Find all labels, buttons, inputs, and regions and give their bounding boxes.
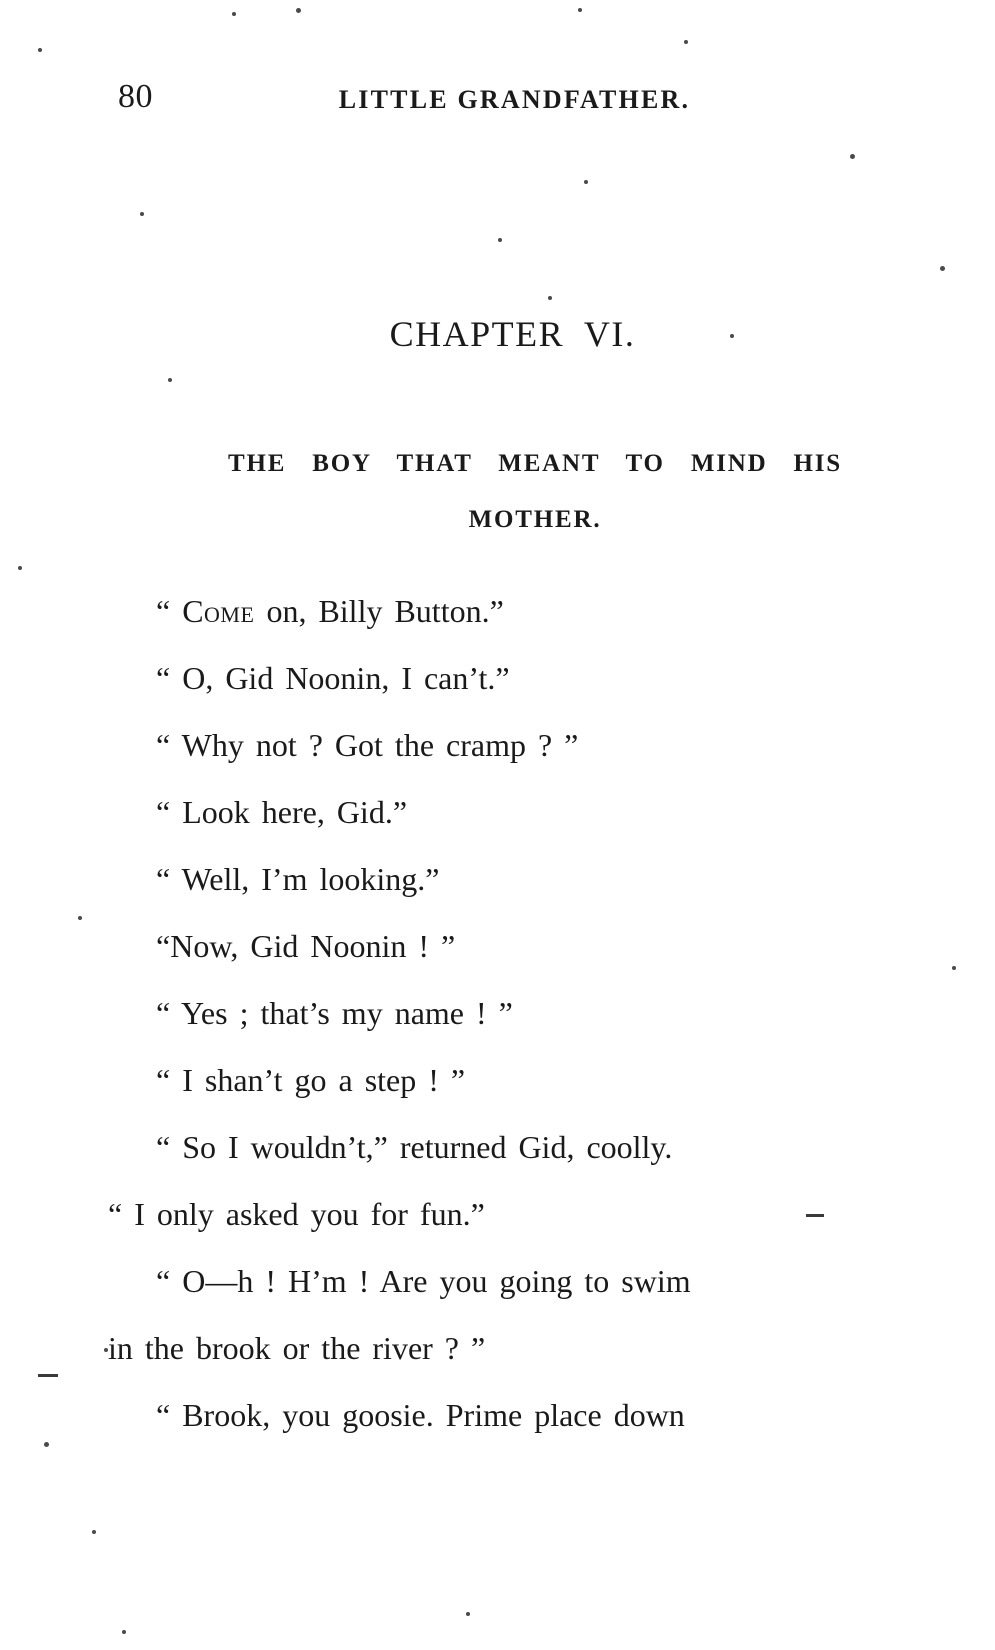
scan-dash bbox=[806, 1214, 824, 1217]
small-caps-word: Come bbox=[182, 593, 255, 629]
scan-speck bbox=[548, 296, 552, 300]
scan-speck bbox=[850, 154, 855, 159]
chapter-subtitle-line-2: MOTHER. bbox=[468, 506, 602, 533]
scan-dash bbox=[38, 1374, 58, 1377]
paragraph: in the brook or the river ? ” bbox=[108, 1330, 486, 1366]
scan-speck bbox=[584, 180, 588, 184]
scan-speck bbox=[92, 1530, 96, 1534]
scan-speck bbox=[104, 1348, 108, 1352]
scan-speck bbox=[38, 48, 42, 52]
scan-speck bbox=[730, 334, 734, 338]
paragraph: “ So I wouldn’t,” returned Gid, coolly. bbox=[156, 1129, 673, 1165]
scan-speck bbox=[122, 1630, 126, 1634]
paragraph-rest: on, Billy Button.” bbox=[254, 593, 504, 629]
paragraph: “ Yes ; that’s my name ! ” bbox=[156, 995, 513, 1031]
scan-speck bbox=[232, 12, 236, 16]
paragraph: “ O, Gid Noonin, I can’t.” bbox=[156, 660, 510, 696]
scan-speck bbox=[578, 8, 582, 12]
paragraph: “ I shan’t go a step ! ” bbox=[156, 1062, 466, 1098]
paragraph: “ I only asked you for fun.” bbox=[108, 1196, 485, 1232]
paragraph: “ O—h ! H’m ! Are you going to swim bbox=[156, 1263, 691, 1299]
page-folio: 80 bbox=[118, 78, 153, 115]
scan-speck bbox=[940, 266, 945, 271]
paragraph: “Now, Gid Noonin ! ” bbox=[156, 928, 456, 964]
paragraph: “ Brook, you goosie. Prime place down bbox=[156, 1397, 685, 1433]
scan-speck bbox=[296, 8, 301, 13]
paragraph: “ Well, I’m looking.” bbox=[156, 861, 440, 897]
scan-speck bbox=[78, 916, 82, 920]
scan-speck bbox=[168, 378, 172, 382]
scan-speck bbox=[684, 40, 688, 44]
quote-open: “ bbox=[156, 593, 183, 629]
scan-speck bbox=[140, 212, 144, 216]
paragraph: “ Why not ? Got the cramp ? ” bbox=[156, 727, 579, 763]
running-head-title: LITTLE GRANDFATHER. bbox=[338, 85, 691, 114]
body-text bbox=[108, 578, 953, 1449]
chapter-subtitle bbox=[150, 436, 920, 548]
running-head bbox=[0, 78, 995, 122]
scan-speck bbox=[18, 566, 22, 570]
scan-speck bbox=[952, 966, 956, 970]
scan-speck bbox=[44, 1442, 49, 1447]
scan-speck bbox=[466, 1612, 470, 1616]
paragraph bbox=[108, 578, 953, 645]
scan-speck bbox=[498, 238, 502, 242]
paragraph: “ Look here, Gid.” bbox=[156, 794, 408, 830]
chapter-number: CHAPTER VI. bbox=[389, 314, 636, 354]
chapter-subtitle-line-1: THE BOY THAT MEANT TO MIND HIS bbox=[228, 450, 842, 477]
